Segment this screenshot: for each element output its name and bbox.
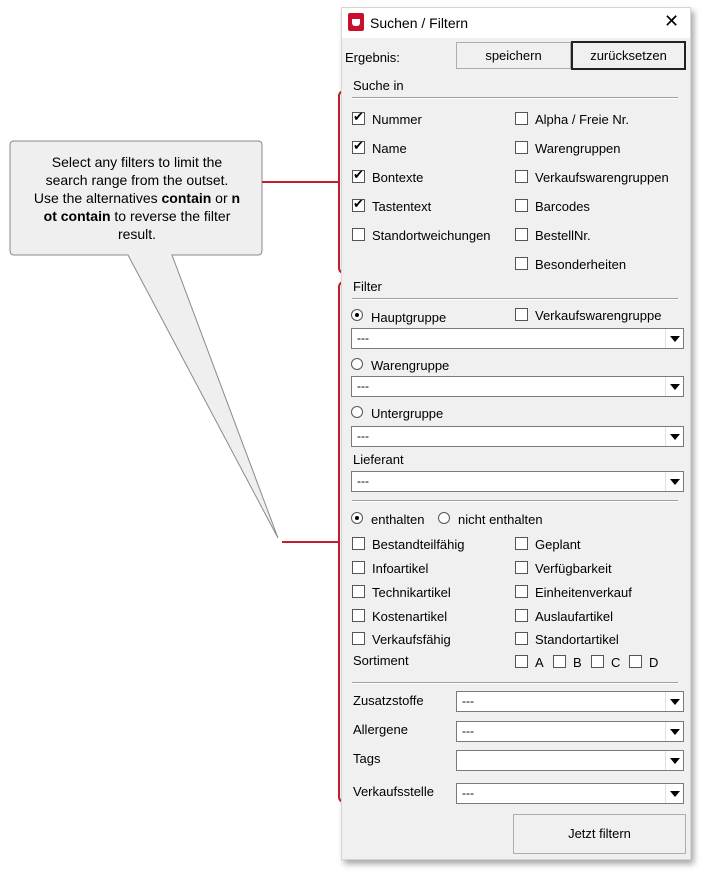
callout-line: Use the alternatives contain or n — [33, 190, 241, 206]
checkbox-label: Verkaufswarengruppe — [535, 308, 662, 323]
zusatzstoffe-dropdown[interactable] — [456, 691, 684, 712]
checkbox-sortiment-d[interactable] — [629, 655, 642, 668]
connector-line-top — [262, 181, 340, 183]
checkbox-verfuegbarkeit[interactable] — [515, 561, 528, 574]
separator — [352, 500, 678, 502]
hauptgruppe-dropdown[interactable] — [351, 328, 684, 349]
dropdown-value: --- — [357, 379, 369, 393]
checkbox-geplant[interactable] — [515, 537, 528, 550]
separator — [352, 298, 678, 300]
callout-line: result. — [117, 226, 157, 242]
checkbox-label: Standortweichungen — [372, 228, 491, 243]
checkbox-label: BestellNr. — [535, 228, 591, 243]
callout-line: ot contain to reverse the filter — [43, 208, 231, 224]
callout-line: search range from the outset. — [45, 172, 229, 188]
radio-untergruppe[interactable] — [351, 406, 363, 418]
checkbox-label: B — [573, 655, 582, 670]
checkbox-label: Geplant — [535, 537, 581, 552]
checkbox-label: Verkaufsfähig — [372, 632, 451, 647]
checkbox-auslaufartikel[interactable] — [515, 609, 528, 622]
dropdown-value: --- — [462, 786, 474, 800]
window-title: Suchen / Filtern — [370, 15, 469, 31]
checkbox-label: Warengruppen — [535, 141, 621, 156]
checkbox-verkaufsfaehig[interactable] — [352, 632, 365, 645]
zusatzstoffe-label: Zusatzstoffe — [353, 693, 424, 708]
separator — [352, 682, 678, 684]
checkbox-label: Verfügbarkeit — [535, 561, 612, 576]
checkbox-label: Standortartikel — [535, 632, 619, 647]
chevron-down-icon[interactable] — [665, 427, 683, 446]
checkbox-kostenartikel[interactable] — [352, 609, 365, 622]
checkbox-label: Alpha / Freie Nr. — [535, 112, 629, 127]
connector-line-bottom — [282, 541, 340, 543]
callout-line: Select any filters to limit the — [51, 154, 223, 170]
result-label: Ergebnis: — [345, 50, 400, 65]
chevron-down-icon[interactable] — [665, 472, 683, 491]
tags-dropdown[interactable] — [456, 750, 684, 771]
checkbox-alpha-freie-nr[interactable] — [515, 112, 528, 125]
checkbox-name[interactable] — [352, 141, 365, 154]
radio-label: enthalten — [371, 512, 425, 527]
checkbox-verkaufswarengruppen[interactable] — [515, 170, 528, 183]
allergene-dropdown[interactable] — [456, 721, 684, 742]
filter-title: Filter — [353, 279, 382, 294]
checkbox-technikartikel[interactable] — [352, 585, 365, 598]
radio-label: nicht enthalten — [458, 512, 543, 527]
title-bar — [342, 8, 690, 38]
radio-label: Hauptgruppe — [371, 310, 447, 325]
checkbox-label: Bestandteilfähig — [372, 537, 465, 552]
checkbox-label: Kostenartikel — [372, 609, 448, 624]
checkbox-label: Nummer — [372, 112, 422, 127]
checkbox-label: Bontexte — [372, 170, 424, 185]
checkbox-label: Tastentext — [372, 199, 432, 214]
verkaufsstelle-label: Verkaufsstelle — [353, 784, 434, 799]
checkbox-label: D — [649, 655, 659, 670]
untergruppe-dropdown[interactable] — [351, 426, 684, 447]
checkbox-tastentext[interactable] — [352, 199, 365, 212]
chevron-down-icon[interactable] — [665, 329, 683, 348]
dropdown-value: --- — [357, 429, 369, 443]
lieferant-label: Lieferant — [353, 452, 404, 467]
separator — [352, 97, 678, 99]
search-filter-dialog — [341, 7, 691, 860]
checkbox-bontexte[interactable] — [352, 170, 365, 183]
save-button[interactable]: speichern — [456, 42, 571, 69]
close-icon[interactable]: ✕ — [664, 11, 680, 31]
chevron-down-icon[interactable] — [665, 692, 683, 711]
lieferant-dropdown[interactable] — [351, 471, 684, 492]
checkbox-label: Besonderheiten — [535, 257, 627, 272]
checkbox-label: Auslaufartikel — [535, 609, 614, 624]
allergene-label: Allergene — [353, 722, 408, 737]
checkbox-sortiment-a[interactable] — [515, 655, 528, 668]
checkbox-label: Technikartikel — [372, 585, 451, 600]
checkbox-label: Einheitenverkauf — [535, 585, 632, 600]
checkbox-label: A — [535, 655, 544, 670]
checkbox-bestellnr[interactable] — [515, 228, 528, 241]
dropdown-value: --- — [357, 331, 369, 345]
dropdown-value: --- — [462, 694, 474, 708]
chevron-down-icon[interactable] — [665, 377, 683, 396]
callout-text — [14, 153, 260, 243]
dropdown-value: --- — [357, 474, 369, 488]
radio-label: Warengruppe — [371, 358, 450, 373]
verkaufsstelle-dropdown[interactable] — [456, 783, 684, 804]
apply-filter-button[interactable]: Jetzt filtern — [513, 814, 686, 854]
checkbox-nummer[interactable] — [352, 112, 365, 125]
warengruppe-dropdown[interactable] — [351, 376, 684, 397]
reset-button[interactable]: zurücksetzen — [571, 41, 686, 70]
radio-hauptgruppe[interactable] — [351, 309, 363, 321]
checkbox-besonderheiten[interactable] — [515, 257, 528, 270]
chevron-down-icon[interactable] — [665, 722, 683, 741]
checkbox-label: Verkaufswarengruppen — [535, 170, 669, 185]
checkbox-label: Infoartikel — [372, 561, 429, 576]
checkbox-label: C — [611, 655, 621, 670]
radio-nicht-enthalten[interactable] — [438, 512, 450, 524]
dropdown-value: --- — [462, 724, 474, 738]
search-in-title: Suche in — [353, 78, 404, 93]
checkbox-label: Name — [372, 141, 407, 156]
tags-label: Tags — [353, 751, 381, 766]
checkbox-standortweichungen[interactable] — [352, 228, 365, 241]
chevron-down-icon[interactable] — [665, 751, 683, 770]
checkbox-bestandteilfaehig[interactable] — [352, 537, 365, 550]
checkbox-barcodes[interactable] — [515, 199, 528, 212]
app-cup-icon — [348, 13, 364, 31]
checkbox-sortiment-c[interactable] — [591, 655, 604, 668]
radio-warengruppe[interactable] — [351, 358, 363, 370]
radio-label: Untergruppe — [371, 406, 444, 421]
checkbox-sortiment-b[interactable] — [553, 655, 566, 668]
chevron-down-icon[interactable] — [665, 784, 683, 803]
checkbox-label: Barcodes — [535, 199, 590, 214]
checkbox-warengruppen[interactable] — [515, 141, 528, 154]
checkbox-einheitenverkauf[interactable] — [515, 585, 528, 598]
checkbox-infoartikel[interactable] — [352, 561, 365, 574]
radio-enthalten[interactable] — [351, 512, 363, 524]
sortiment-label: Sortiment — [353, 653, 409, 668]
checkbox-standortartikel[interactable] — [515, 632, 528, 645]
checkbox-verkaufswarengruppe[interactable] — [515, 308, 528, 321]
